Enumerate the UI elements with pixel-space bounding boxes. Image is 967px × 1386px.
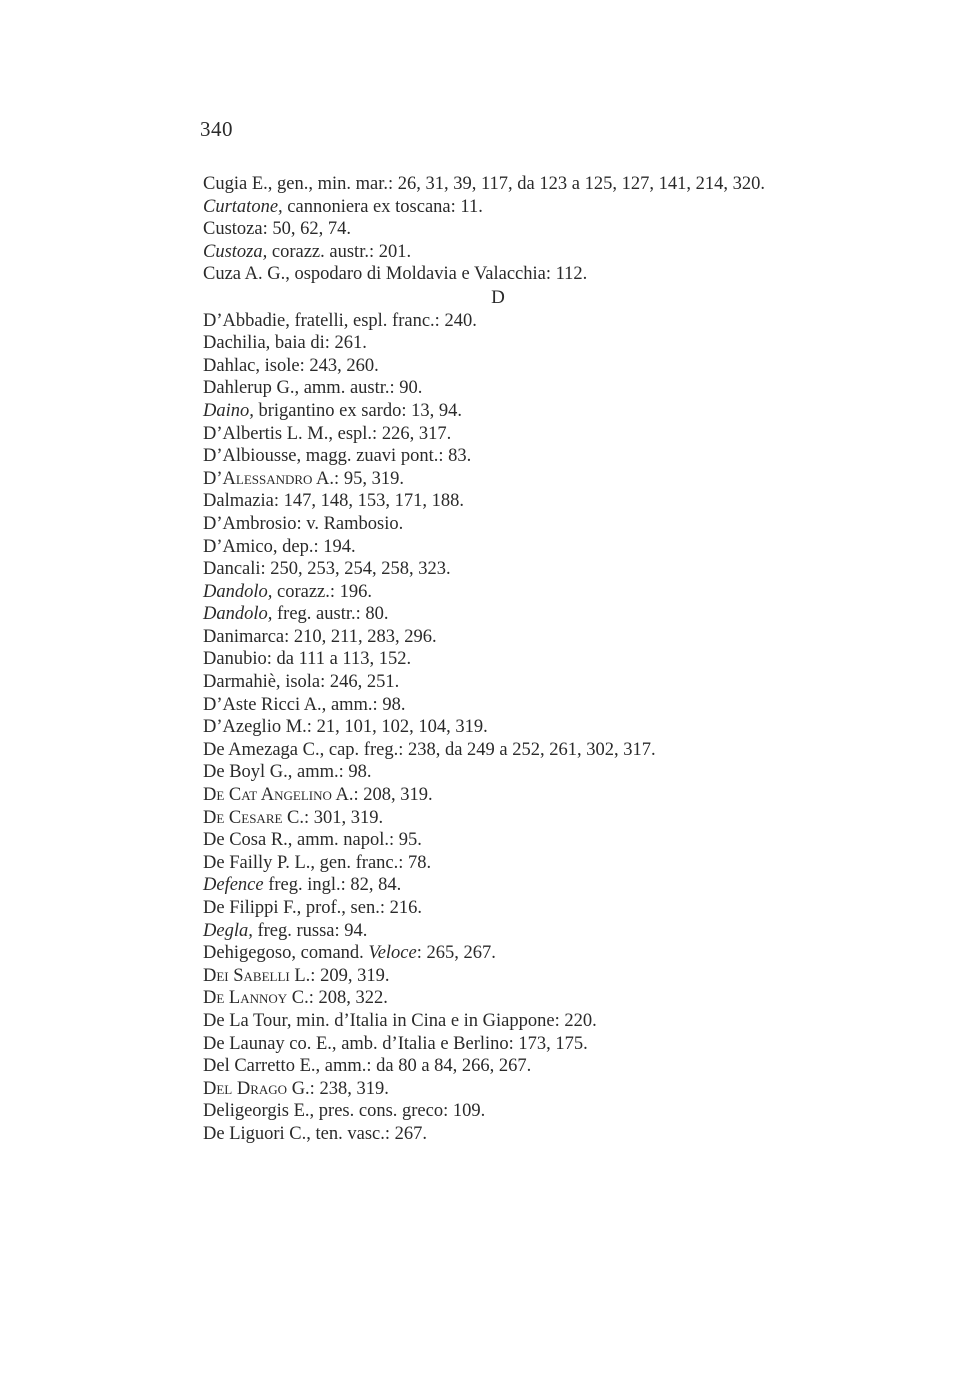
entry-headword: Curtatone, <box>203 196 283 217</box>
entry-headword: Cuza A. G., <box>203 264 290 285</box>
entry-headword: Dahlerup G., <box>203 378 300 399</box>
entry-headword: D’Albertis L. M., <box>203 423 333 444</box>
entry-details: gen. franc.: 78. <box>315 852 432 873</box>
entry-details: v. Rambosio. <box>301 513 404 534</box>
entry-details: 21, 101, 102, 104, 319. <box>311 717 488 738</box>
index-entry <box>203 581 883 604</box>
entry-details: freg. russa: 94. <box>252 920 368 941</box>
entry-headword: D’Albiousse, <box>203 446 302 467</box>
entry-headword: Dalmazia: <box>203 491 280 512</box>
index-entry <box>203 761 883 784</box>
entry-headword: Dehigegoso, <box>203 943 296 964</box>
entry-details: 147, 148, 153, 171, 188. <box>279 491 465 512</box>
entry-headword: De Filippi F., <box>203 898 302 918</box>
index-entry <box>203 965 883 988</box>
index-entry <box>203 332 883 355</box>
index-entry <box>203 784 883 807</box>
entry-headword: Degla, <box>203 920 253 941</box>
entry-italic-ref: Veloce <box>368 943 417 964</box>
index-entry <box>203 829 883 852</box>
index-entry <box>203 173 883 196</box>
index-entry <box>203 694 883 717</box>
index-entry <box>203 445 883 468</box>
entry-headword: De Amezaga C., <box>203 739 325 760</box>
entry-details: brigantino ex sardo: 13, 94. <box>253 400 462 421</box>
entry-headword: De Cat Angelino A.: <box>203 785 359 806</box>
entry-headword: Defence <box>203 875 264 896</box>
entry-headword: Del Drago G.: <box>203 1078 315 1099</box>
index-entry <box>203 807 883 830</box>
entry-details: cap. freg.: 238, da 249 a 252, 261, 302, 317. <box>324 739 656 760</box>
entry-details: cannoniera ex toscana: 11. <box>282 196 483 217</box>
entry-headword: Dancali: <box>203 559 266 580</box>
index-entry <box>203 603 883 626</box>
entry-headword: De Lannoy C.: <box>203 988 314 1009</box>
entry-details: fratelli, espl. franc.: 240. <box>289 310 477 331</box>
entry-pages: : 265, 267. <box>416 943 496 964</box>
index-group-c <box>203 173 883 286</box>
entry-headword: D’Amico, <box>203 536 278 557</box>
entry-details: amm.: 98. <box>292 762 372 783</box>
entry-headword: D’Ambrosio: <box>203 513 302 534</box>
index-entry <box>203 263 883 286</box>
page-number: 340 <box>200 117 233 141</box>
index-entry <box>203 648 883 671</box>
index-entry <box>203 310 883 333</box>
index-entry <box>203 1033 883 1056</box>
entry-headword: Dahlac, <box>203 355 261 376</box>
entry-details: 238, 319. <box>314 1078 389 1099</box>
entry-headword: De Failly P. L., <box>203 852 316 873</box>
entry-details: ospodaro di Moldavia e Valacchia: 112. <box>289 264 588 285</box>
entry-headword: Dei Sabelli L.: <box>203 965 316 986</box>
entry-details: 95, 319. <box>339 468 404 489</box>
entry-details: corazz. austr.: 201. <box>267 241 412 262</box>
index-entry <box>203 920 883 943</box>
index-entry <box>203 852 883 875</box>
index-entry <box>203 490 883 513</box>
entry-details: freg. austr.: 80. <box>272 604 389 625</box>
entry-headword: De Liguori C., <box>203 1123 311 1144</box>
index-entry <box>203 355 883 378</box>
entry-details: 208, 322. <box>313 988 388 1009</box>
entry-details: amb. d’Italia e Berlino: 173, 175. <box>336 1033 588 1054</box>
entry-headword: D’Alessandro A.: <box>203 468 340 489</box>
index-entry <box>203 626 883 649</box>
entry-details: 301, 319. <box>309 807 384 828</box>
entry-headword: Daino, <box>203 400 254 421</box>
entry-details: amm.: 98. <box>326 694 406 715</box>
entry-details: prof., sen.: 216. <box>301 898 422 918</box>
section-letter: D <box>491 286 505 308</box>
index-entry <box>203 241 883 264</box>
index-entry <box>203 1100 883 1123</box>
entry-headword: De Launay co. E., <box>203 1033 337 1054</box>
index-entry <box>203 1078 883 1101</box>
index-entry <box>203 1055 883 1078</box>
index-column <box>203 173 883 1146</box>
entry-headword: De Cosa R., <box>203 830 293 851</box>
entry-details: 210, 211, 283, 296. <box>289 626 437 647</box>
index-entry <box>203 897 883 920</box>
index-entry <box>203 874 883 897</box>
index-entry <box>203 671 883 694</box>
entry-headword: Deligeorgis E., <box>203 1101 315 1122</box>
entry-details: espl.: 226, 317. <box>333 423 452 444</box>
index-entry <box>203 716 883 739</box>
index-entry <box>203 513 883 536</box>
index-entry <box>203 377 883 400</box>
index-entry <box>203 423 883 446</box>
index-entry <box>203 468 883 491</box>
index-entry <box>203 942 883 965</box>
entry-headword: Dandolo, <box>203 581 273 602</box>
index-group-d <box>203 310 883 1146</box>
entry-details: 209, 319. <box>315 965 390 986</box>
index-entry <box>203 218 883 241</box>
entry-headword: Darmahiè, <box>203 672 281 693</box>
entry-headword: Custoza: <box>203 219 268 240</box>
entry-details: ten. vasc.: 267. <box>310 1123 428 1144</box>
entry-headword: De Cesare C.: <box>203 807 310 828</box>
index-entry <box>203 987 883 1010</box>
entry-headword: Custoza, <box>203 241 268 262</box>
entry-headword: D’Aste Ricci A., <box>203 694 327 715</box>
entry-headword: De La Tour, <box>203 1010 292 1031</box>
entry-headword: Cugia E., <box>203 174 273 194</box>
index-entry <box>203 196 883 219</box>
entry-details: isola: 246, 251. <box>280 672 400 693</box>
index-entry <box>203 400 883 423</box>
entry-details: 50, 62, 74. <box>267 219 351 240</box>
entry-headword: Danubio: <box>203 649 272 670</box>
index-entry <box>203 1123 883 1146</box>
entry-details: gen., min. mar.: 26, 31, 39, 117, da 123 a 125, 127, 141, 214, 320. <box>272 174 765 194</box>
entry-details: da 111 a 113, 152. <box>271 649 412 670</box>
entry-headword: Dachilia, <box>203 333 271 354</box>
entry-details: 250, 253, 254, 258, 323. <box>265 559 451 580</box>
entry-details: pres. cons. greco: 109. <box>314 1101 486 1122</box>
entry-details: corazz.: 196. <box>272 581 373 602</box>
entry-details: isole: 243, 260. <box>260 355 379 376</box>
entry-headword: Danimarca: <box>203 626 290 647</box>
entry-details: amm. napol.: 95. <box>292 830 422 851</box>
entry-details: amm.: da 80 a 84, 266, 267. <box>320 1056 532 1077</box>
index-entry <box>203 536 883 559</box>
entry-details: baia di: 261. <box>270 333 367 354</box>
entry-details: dep.: 194. <box>277 536 356 557</box>
entry-headword: Dandolo, <box>203 604 273 625</box>
entry-details: min. d’Italia in Cina e in Giappone: 220. <box>291 1010 597 1031</box>
entry-headword: D’Azeglio M.: <box>203 717 312 738</box>
entry-details: amm. austr.: 90. <box>299 378 423 399</box>
entry-details: freg. ingl.: 82, 84. <box>263 875 402 896</box>
index-entry <box>203 1010 883 1033</box>
entry-headword: De Boyl G., <box>203 762 293 783</box>
index-entry <box>203 558 883 581</box>
entry-headword: D’Abbadie, <box>203 310 290 331</box>
entry-details: magg. zuavi pont.: 83. <box>301 446 472 467</box>
entry-details: comand. <box>296 943 369 964</box>
entry-details: 208, 319. <box>358 785 433 806</box>
entry-headword: Del Carretto E., <box>203 1056 321 1077</box>
index-entry <box>203 739 883 762</box>
